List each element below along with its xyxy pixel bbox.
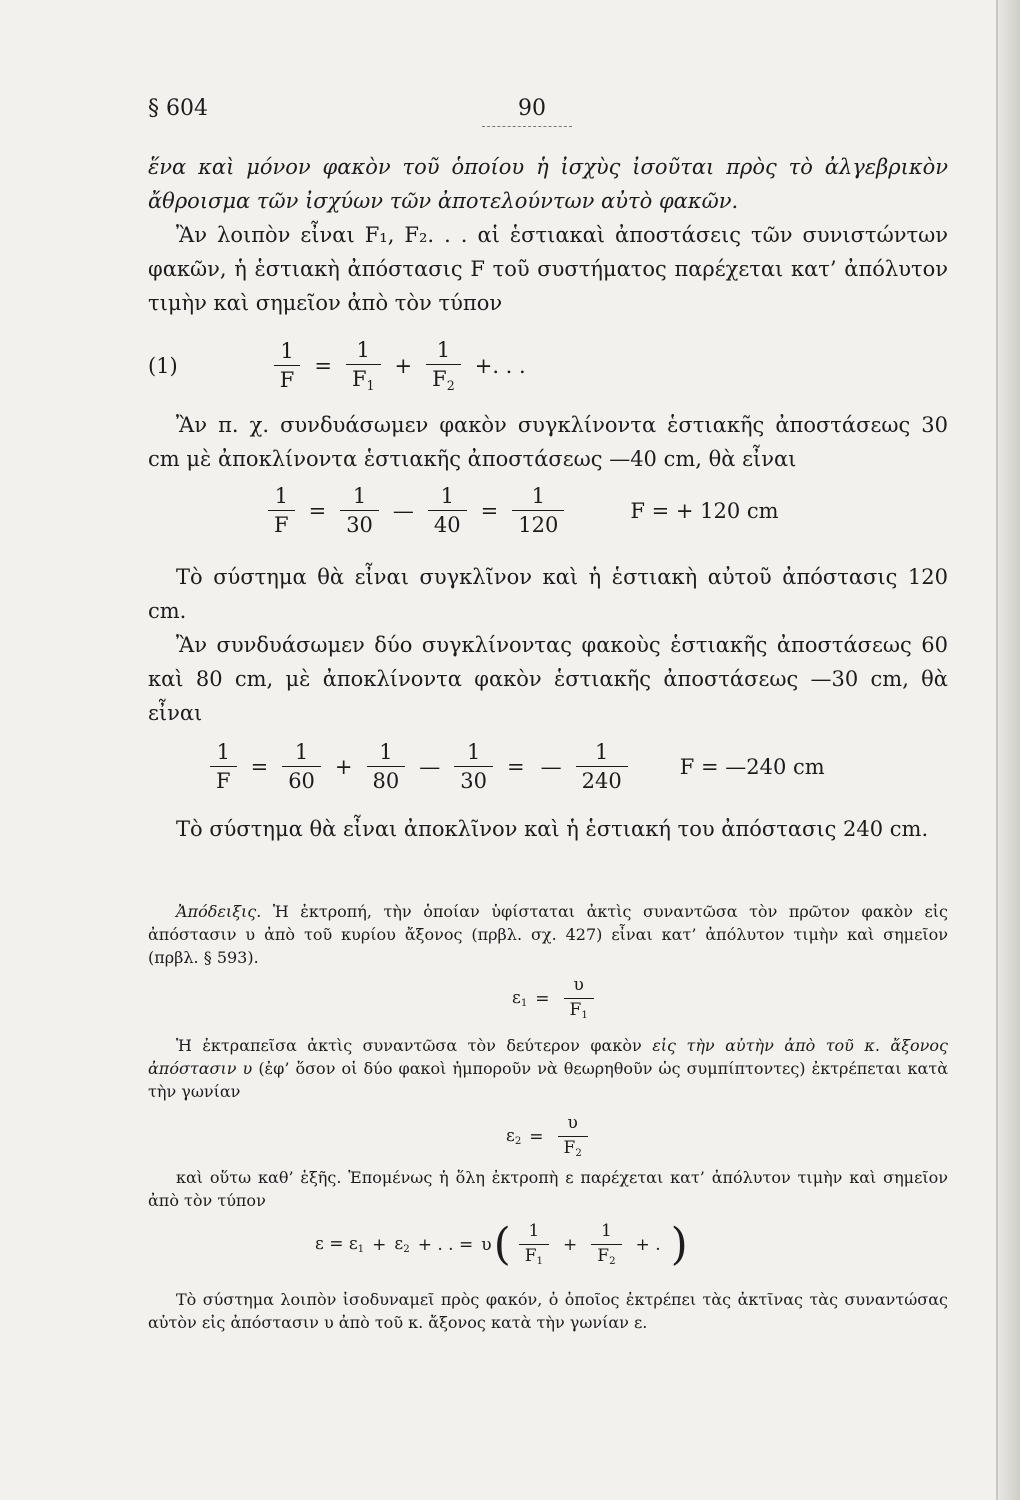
section-number: § 604 xyxy=(148,96,208,121)
p2-text: Ἂν λοιπὸν εἶναι F₁, F₂. . . αἱ ἑστιακαὶ ἀποστάσεις τῶν συνιστώντων φακῶν, ἡ ἑστιακὴ ἀπόστασις F τοῦ συστήματος παρέχεται κατ’ ἀπόλυτον τιμὴν καὶ σημεῖον ἀπὸ τὸν τύπον xyxy=(148,223,948,315)
equation-5: $\varepsilon_2$ = $\frac{\upsilon}{F_2}$ xyxy=(506,1114,594,1159)
header-rule xyxy=(482,126,572,127)
equation-label: (1) xyxy=(148,353,178,378)
fraction-1-over-F2: $\frac{1}{F_2}$ xyxy=(426,338,461,393)
equation-1: (1) $\frac{1}{F}$ = $\frac{1}{F_1}$ + $\frac{1}{F_2}$ +. . . xyxy=(148,338,526,393)
paragraph-1 xyxy=(148,150,948,320)
equation-2: $\frac{1}{F}$ = $\frac{1}{30}$ — $\frac{1}{40}$ = $\frac{1}{120}$ F = + 120 cm xyxy=(262,484,779,537)
page-header xyxy=(148,96,948,126)
equation-4: $\varepsilon_1$ = $\frac{\upsilon}{F_1}$ xyxy=(512,976,600,1021)
equation-6: $\varepsilon = \varepsilon_1$ + $\varepsilon_2$ + . . = υ ( $\frac{1}{F_1}$ + $\frac{1}{F_2}$ + . ) xyxy=(315,1218,688,1270)
facing-page-edge xyxy=(998,0,1020,1500)
equation-2-result: F = + 120 cm xyxy=(630,498,779,523)
paragraph-10: Τὸ σύστημα λοιπὸν ἰσοδυναμεῖ πρὸς φακόν, ὁ ὁποῖος ἐκτρέπει τὰς ἀκτῖνας τὰς συναντώσας αὐτὸν εἰς ἀπόστασιν υ ἀπὸ τοῦ κ. ἄξονος κατὰ τὴν γωνίαν ε. xyxy=(148,1290,948,1332)
fraction-1-over-F: $\frac{1}{F}$ xyxy=(274,339,301,392)
equation-3: $\frac{1}{F}$ = $\frac{1}{60}$ + $\frac{1}{80}$ — $\frac{1}{30}$ = — $\frac{1}{240}$ F = —240 cm xyxy=(204,740,825,793)
proof-paragraph: Ἀπόδειξις. Ἡ ἐκτροπή, τὴν ὁποίαν ὑφίσταται ἀκτὶς συναντῶσα τὸν πρῶτον φακὸν εἰς ἀπόστασιν υ ἀπὸ τοῦ κυρίου ἄξονος (πρβλ. σχ. 427) εἶναι κατ’ ἀπόλυτον τιμὴν καὶ σημεῖον (πρβλ. § 593). xyxy=(148,902,948,967)
paragraph-4: Τὸ σύστημα θὰ εἶναι συγκλῖνον καὶ ἡ ἑστιακὴ αὐτοῦ ἀπόστασις 120 cm. Ἂν συνδυάσωμεν δύο συγκλίνοντας φακοὺς ἑστιακῆς ἀποστάσεως 60 καὶ 80 cm, μὲ ἀποκλίνοντα φακὸν ἑστιακῆς ἀποστάσεως —30 cm, θὰ εἶναι xyxy=(148,565,948,725)
paragraph-9: καὶ οὕτω καθ’ ἑξῆς. Ἑπομένως ἡ ὅλη ἐκτροπὴ ε παρέχεται κατ’ ἀπόλυτον τιμὴν καὶ σημεῖον ἀπὸ τὸν τύπον xyxy=(148,1168,948,1210)
paragraph-8: Ἡ ἐκτραπεῖσα ἀκτὶς συναντῶσα τὸν δεύτερον φακὸν εἰς τὴν αὐτὴν ἀπὸ τοῦ κ. ἄξονος ἀπόστασιν υ (ἐφ’ ὅσον οἱ δύο φακοὶ ἠμποροῦν νὰ θεωρηθοῦν ὡς συμπίπτοντες) ἐκτρέπεται κατὰ τὴν γωνίαν xyxy=(148,1036,949,1101)
page-number: 90 xyxy=(518,96,546,121)
paragraph-3: Ἂν π. χ. συνδυάσωμεν φακὸν συγκλίνοντα ἑστιακῆς ἀποστάσεως 30 cm μὲ ἀποκλίνοντα ἑστιακῆς ἀποστάσεως —40 cm, θὰ εἶναι xyxy=(148,413,948,471)
equation-3-result: F = —240 cm xyxy=(679,754,825,779)
fraction-1-over-F1: $\frac{1}{F_1}$ xyxy=(346,338,381,393)
proof-label: Ἀπόδειξις. xyxy=(176,902,262,921)
paragraph-6: Τὸ σύστημα θὰ εἶναι ἀποκλῖνον καὶ ἡ ἑστιακή του ἀπόστασις 240 cm. xyxy=(176,817,929,841)
p1-text: ἕνα καὶ μόνον φακὸν τοῦ ὁποίου ἡ ἰσχὺς ἰσοῦται πρὸς τὸ ἀλγεβρικὸν ἄθροισμα τῶν ἰσχύων τῶν ἀποτελούντων αὐτὸ φακῶν. xyxy=(148,155,948,213)
